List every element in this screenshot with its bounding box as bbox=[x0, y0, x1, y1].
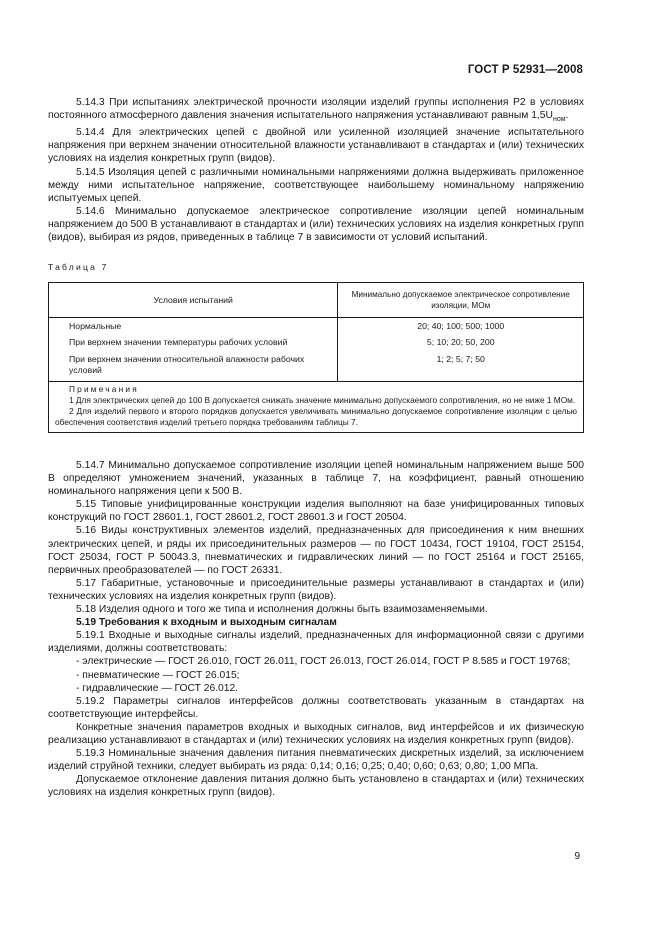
paragraph-5-16: 5.16 Виды конструктивных элементов изделий, предназначенных для присоединения к ним внешних электрических цепей, и ряды их присоединительных размеров — по ГОСТ 10434, ГОСТ 19104, ГОСТ 25154, ГОСТ 25034, ГОСТ Р 50043.3, пневматических и гидравлических линий — по ГОСТ 25164 и ГОСТ 25165, первичных преобразователей — по ГОСТ 26331. bbox=[48, 525, 584, 576]
paragraph-5-14-6: 5.14.6 Минимально допускаемое электрическое сопротивление изоляции цепей номинальным напряжением до 500 В устанавливают в стандартах и (или) технических условиях на изделия конкретных групп (видов), выбирая из рядов, приведенных в таблице 7 в зависимости от условий испытаний. bbox=[48, 205, 584, 243]
paragraph-5-14-3: 5.14.3 При испытаниях электрической прочности изоляции изделий группы исполнения Р2 в условиях постоянного атмосферного давления значения испытательного напряжения устанавливают равным $1,5U_{ном}$. bbox=[48, 97, 584, 124]
paragraph-5-14-5: 5.14.5 Изоляция цепей с различными номинальными напряжениями должна выдерживать приложенное между ними испытательное напряжение, соответствующее наибольшему номинальному напряжению испытуемых цепей. bbox=[48, 166, 584, 204]
list-item-pneumatic: - пневматические — ГОСТ 26.015; bbox=[76, 669, 240, 681]
table-notes bbox=[49, 382, 584, 433]
table-row bbox=[49, 318, 584, 338]
document-header: ГОСТ Р 52931—2008 bbox=[467, 64, 583, 76]
section-5-14 bbox=[48, 96, 584, 244]
paragraph-5-19-3-cont: Допускаемое отклонение давления питания должно быть установлено в стандартах и (или) технических условиях на изделия конкретных групп (видов). bbox=[48, 774, 584, 799]
note-1: 1 Для электрических цепей до 100 В допускается снижать значение минимально допускаемого сопротивления, но не ниже 1 МОм. bbox=[69, 395, 576, 405]
heading-5-19: 5.19 Требования к входным и выходным сигналам bbox=[76, 617, 337, 629]
row-condition: Нормальные bbox=[49, 318, 338, 338]
paragraph-5-19-3: 5.19.3 Номинальные значения давления питания пневматических дискретных изделий, за исключением изделий струйной техники, следует выбирать из ряда: 0,14; 0,16; 0,25; 0,40; 0,60; 0,63; 0,80; 1,00 МПа. bbox=[48, 748, 584, 773]
row-value: 20; 40; 100; 500; 1000 bbox=[338, 318, 584, 338]
row-condition: При верхнем значении относительной влажности рабочих условий bbox=[49, 351, 338, 382]
notes-title: Примечания bbox=[69, 384, 139, 394]
table-row bbox=[49, 351, 584, 382]
table-notes-row bbox=[49, 382, 584, 433]
note-2: 2 Для изделий первого и второго порядков допускается увеличивать минимально допускаемое сопротивление изоляции с целью обеспечения соответствия изделий третьего порядка требованиям таблицы 7. bbox=[55, 406, 577, 427]
table-7 bbox=[48, 282, 584, 433]
row-condition: При верхнем значении температуры рабочих условий bbox=[49, 337, 338, 351]
subscript-nom: ном bbox=[552, 116, 566, 124]
paragraph-5-18: 5.18 Изделия одного и того же типа и исполнения должны быть взаимозаменяемыми. bbox=[76, 604, 488, 616]
row-value: 1; 2; 5; 7; 50 bbox=[338, 351, 584, 382]
paragraph-5-15: 5.15 Типовые унифицированные конструкции изделия выполняют на базе унифицированных типовых конструкций по ГОСТ 28601.1, ГОСТ 28601.2, ГОСТ 28601.3 и ГОСТ 20504. bbox=[48, 499, 584, 524]
paragraph-5-19-2: 5.19.2 Параметры сигналов интерфейсов должны соответствовать указанным в стандартах на соответствующие интерфейсы. bbox=[48, 695, 584, 720]
list-item-electric: - электрические — ГОСТ 26.010, ГОСТ 26.011, ГОСТ 26.013, ГОСТ 26.014, ГОСТ Р 8.585 и ГОСТ 19768; bbox=[76, 656, 571, 668]
paragraph-5-14-7: 5.14.7 Минимально допускаемое сопротивление изоляции цепей номинальным напряжением выше 500 В определяют умножением значений, указанных в таблице 7, на коэффициент, равный отношению номинального напряжения цепи к 500 В. bbox=[48, 460, 584, 498]
header-resistance: Минимально допускаемое электрическое сопротивление изоляции, МОм bbox=[338, 283, 584, 318]
page-number: 9 bbox=[574, 851, 580, 862]
section-5-14-7-to-5-19 bbox=[48, 459, 584, 799]
list-item-hydraulic: - гидравлические — ГОСТ 26.012. bbox=[76, 682, 239, 694]
table-header-row bbox=[49, 283, 584, 318]
row-value: 5; 10; 20; 50, 200 bbox=[338, 337, 584, 351]
paragraph-5-14-4: 5.14.4 Для электрических цепей с двойной или усиленной изоляцией значение испытательного напряжения при верхнем значении относительной влажности устанавливают в стандартах и (или) технических условиях на изделия конкретных групп (видов). bbox=[48, 127, 584, 165]
paragraph-5-17: 5.17 Габаритные, установочные и присоединительные размеры устанавливают в стандартах и (или) технических условиях на изделия конкретных групп (видов). bbox=[48, 577, 584, 602]
table-row bbox=[49, 337, 584, 351]
paragraph-5-19-2-cont: Конкретные значения параметров входных и выходных сигналов, вид интерфейсов и их физическую реализацию устанавливают в стандартах и (или) технических условиях на изделия конкретных групп (видов). bbox=[48, 721, 584, 746]
header-conditions: Условия испытаний bbox=[49, 283, 338, 318]
paragraph-5-19-1: 5.19.1 Входные и выходные сигналы изделий, предназначенных для информационной связи с другими изделиями, должны соответствовать: bbox=[48, 630, 584, 655]
table-7-title: Таблица 7 bbox=[48, 262, 109, 272]
